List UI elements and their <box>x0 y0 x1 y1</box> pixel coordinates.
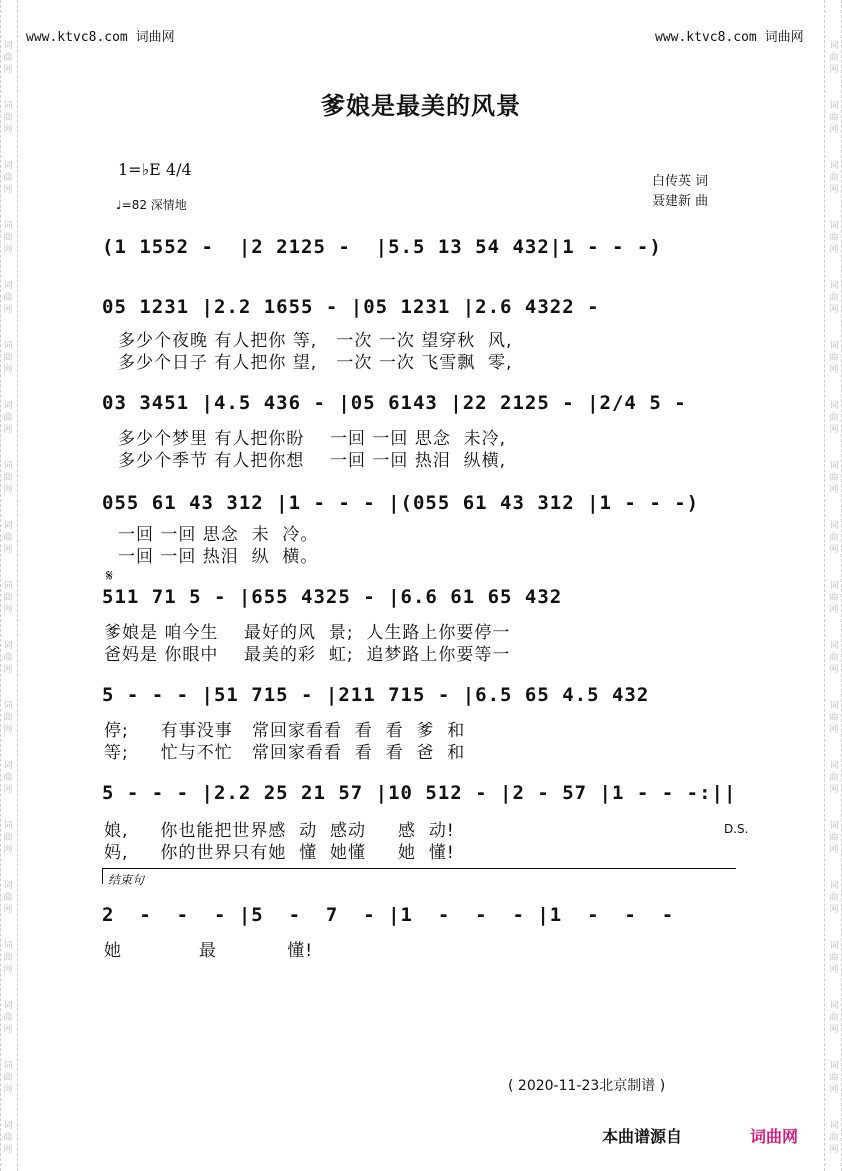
watermark-glyphs: 词 曲 网 <box>829 641 839 675</box>
score-line-3 <box>102 388 742 428</box>
watermark-glyphs: 词 曲 网 <box>3 821 13 855</box>
ending-bracket-left <box>102 868 103 884</box>
notes: 03 3451 |4.5 436 - |05 6143 |22 2125 - |2/4 5 - <box>102 392 687 414</box>
lyrics-verse1: 多少个梦里 有人把你盼 一回 一回 思念 未冷, <box>118 429 507 449</box>
watermark-glyphs: 词 曲 网 <box>829 41 839 75</box>
notes: 5 - - - |2.2 25 21 57 |10 512 - |2 - 57 |1 - - -:|| <box>102 782 737 804</box>
watermark-glyphs: 词 曲 网 <box>829 761 839 795</box>
composer: 聂建新 曲 <box>652 194 709 209</box>
site-header-left[interactable]: www.ktvc8.com 词曲网 <box>26 30 175 45</box>
watermark-glyphs: 词 曲 网 <box>829 1061 839 1095</box>
watermark-glyphs: 词 曲 网 <box>829 821 839 855</box>
watermark-glyphs: 词 曲 网 <box>3 581 13 615</box>
watermark-glyphs: 词 曲 网 <box>829 101 839 135</box>
lyrics-verse2: 等; 忙与不忙 常回家看看 看 看 爸 和 <box>104 743 466 763</box>
lyrics-verse2: 多少个日子 有人把你 望, 一次 一次 飞雪飘 零, <box>118 353 513 373</box>
site-header-right[interactable]: www.ktvc8.com 词曲网 <box>655 30 804 45</box>
watermark-glyphs: 词 曲 网 <box>3 101 13 135</box>
song-title: 爹娘是最美的风景 <box>321 92 521 120</box>
notes: (1 1552 - |2 2125 - |5.5 13 54 432|1 - - -) <box>102 236 662 258</box>
watermark-glyphs: 词 曲 网 <box>3 161 13 195</box>
tempo-marking: ♩=82 深情地 <box>116 198 187 212</box>
watermark-glyphs: 词 曲 网 <box>3 41 13 75</box>
score-line-5 <box>102 582 742 622</box>
watermark-glyphs: 词 曲 网 <box>829 221 839 255</box>
watermark-glyphs: 词 曲 网 <box>829 281 839 315</box>
date-note: ( 2020-11-23北京制谱 ) <box>508 1078 666 1094</box>
notes: 511 71 5 - |655 4325 - |6.6 61 65 432 <box>102 586 563 608</box>
lyrics-ending: 她 最 懂! <box>104 941 314 961</box>
watermark-glyphs: 词 曲 网 <box>3 941 13 975</box>
watermark-glyphs: 词 曲 网 <box>3 1001 13 1035</box>
watermark-glyphs: 词 曲 网 <box>829 401 839 435</box>
watermark-glyphs: 词 曲 网 <box>3 1121 13 1155</box>
notes: 2 - - - |5 - 7 - |1 - - - |1 - - - <box>102 904 675 926</box>
segno-sign: 𝄋 <box>106 566 113 585</box>
score-line-1 <box>102 232 742 272</box>
ending-bracket <box>102 868 736 869</box>
watermark-glyphs: 词 曲 网 <box>3 701 13 735</box>
watermark-glyphs: 词 曲 网 <box>3 761 13 795</box>
lyrics-verse2: 妈, 你的世界只有她 懂 她懂 她 懂! <box>104 843 455 863</box>
lyrics-verse1: 一回 一回 思念 未 冷。 <box>118 525 319 545</box>
watermark-glyphs: 词 曲 网 <box>3 341 13 375</box>
watermark-glyphs: 词 曲 网 <box>829 161 839 195</box>
lyrics-verse1: 多少个夜晚 有人把你 等, 一次 一次 望穿秋 风, <box>118 331 513 351</box>
notes: 05 1231 |2.2 1655 - |05 1231 |2.6 4322 - <box>102 296 600 318</box>
watermark-glyphs: 词 曲 网 <box>829 941 839 975</box>
source-site-link[interactable]: 词曲网 <box>750 1127 799 1146</box>
lyrics-verse1: 停; 有事没事 常回家看看 看 看 爹 和 <box>104 721 466 741</box>
watermark-glyphs: 词 曲 网 <box>829 341 839 375</box>
key-signature: 1=♭E 4/4 <box>118 160 192 179</box>
notes: 5 - - - |51 715 - |211 715 - |6.5 65 4.5 432 <box>102 684 650 706</box>
watermark-glyphs: 词 曲 网 <box>829 581 839 615</box>
notes: 055 61 43 312 |1 - - - |(055 61 43 312 |1 - - -) <box>102 492 700 514</box>
watermark-glyphs: 词 曲 网 <box>829 701 839 735</box>
watermark-glyphs: 词 曲 网 <box>3 401 13 435</box>
watermark-glyphs: 词 曲 网 <box>829 881 839 915</box>
lyricist: 白传英 词 <box>652 174 709 189</box>
score-line-6 <box>102 680 742 720</box>
lyrics-verse2: 一回 一回 热泪 纵 横。 <box>118 547 319 567</box>
watermark-glyphs: 词 曲 网 <box>3 521 13 555</box>
lyrics-verse1: 爹娘是 咱今生 最好的风 景; 人生路上你要停一 <box>104 623 511 643</box>
lyrics-verse1: 娘, 你也能把世界感 动 感动 感 动! <box>104 821 455 841</box>
watermark-glyphs: 词 曲 网 <box>3 221 13 255</box>
watermark-glyphs: 词 曲 网 <box>3 881 13 915</box>
watermark-glyphs: 词 曲 网 <box>3 281 13 315</box>
ending-label: 结束句 <box>108 873 145 887</box>
watermark-glyphs: 词 曲 网 <box>3 1061 13 1095</box>
lyrics-verse2: 爸妈是 你眼中 最美的彩 虹; 追梦路上你要等一 <box>104 645 511 665</box>
watermark-glyphs: 词 曲 网 <box>829 1001 839 1035</box>
watermark-glyphs: 词 曲 网 <box>829 521 839 555</box>
score-line-8 <box>102 900 742 940</box>
dal-segno-mark: D.S. <box>724 822 749 836</box>
watermark-glyphs: 词 曲 网 <box>829 461 839 495</box>
score-line-7 <box>102 778 742 818</box>
lyrics-verse2: 多少个季节 有人把你想 一回 一回 热泪 纵横, <box>118 451 507 471</box>
watermark-glyphs: 词 曲 网 <box>3 461 13 495</box>
watermark-glyphs: 词 曲 网 <box>829 1121 839 1155</box>
watermark-glyphs: 词 曲 网 <box>3 641 13 675</box>
source-label: 本曲谱源自 <box>602 1127 683 1146</box>
